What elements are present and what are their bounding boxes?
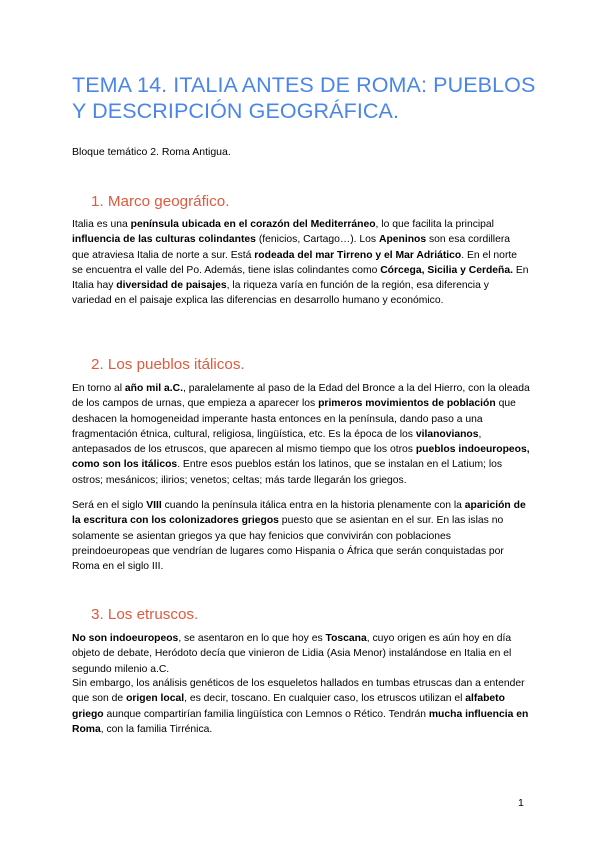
section-1-heading: 1. Marco geográfico. xyxy=(91,193,230,210)
section-3-heading: 3. Los etruscos. xyxy=(91,606,199,623)
section-2-heading: 2. Los pueblos itálicos. xyxy=(91,356,245,373)
page-number: 1 xyxy=(518,797,524,809)
section-1-paragraph: Italia es una península ubicada en el corazón del Mediterráneo, lo que facilita la principal influencia de las culturas colindantes (fenicios, Cartago…). Los Apeninos son esa cordillera que atraviesa Italia de norte a sur. Está rodeada del mar Tirreno y el Mar Adriático. En el norte se encuentra el valle del Po. Además, tiene islas colindantes como Córcega, Sicilia y Cerdeña. En Italia hay diversidad de paisajes, la riqueza varía en función de la región, esa diferencia y variedad en el paisaje explica las diferencias en desarrollo humano y económico. xyxy=(72,219,529,307)
section-3-paragraph-2: Sin embargo, los análisis genéticos de los esqueletos hallados en tumbas etruscas dan a entender que son de origen local, es decir, toscano. En cualquier caso, los etruscos utilizan el alfabeto griego aunque compartirían familia lingüística con Lemnos o Rético. Tendrán mucha influencia en Roma, con la familia Tirrénica. xyxy=(72,678,529,735)
document-title: TEMA 14. ITALIA ANTES DE ROMA: PUEBLOS Y DESCRIPCIÓN GEOGRÁFICA. xyxy=(72,73,536,123)
section-2-paragraph-2: Será en el siglo VIII cuando la península itálica entra en la historia plenamente con la aparición de la escritura con los colonizadores griegos puesto que se asientan en el sur. En las islas no solamente se asientan griegos ya que hay fenicios que convivirán con poblaciones preindoeuropeas que vendrían de lugares como Hispania o África que serán conquistadas por Roma en el siglo III. xyxy=(72,500,526,573)
section-2-paragraph-1: En torno al año mil a.C., paralelamente al paso de la Edad del Bronce a la del Hierro, con la oleada de los campos de urnas, que empieza a aparecer los primeros movimientos de población que deshacen la homogeneidad imperante hasta entonces en la península, dando paso a una fragmentación étnica, cultural, religiosa, lingüística, etc. Es la época de los vilanovianos, antepasados de los etruscos, que aparecen al mismo tiempo que los otros pueblos indoeuropeos, como son los itálicos. Entre esos pueblos están los latinos, que se instalan en el Latium; los ostros; mesánicos; ilirios; venetos; celtas; más tarde llegarán los griegos. xyxy=(72,383,530,486)
section-3-paragraph-1: No son indoeuropeos, se asentaron en lo que hoy es Toscana, cuyo origen es aún hoy en día objeto de debate, Heródoto decía que vinieron de Lidia (Asia Menor) instalándose en Italia en el segundo milenio a.C. xyxy=(72,633,512,675)
document-subtitle: Bloque temático 2. Roma Antigua. xyxy=(72,146,231,158)
